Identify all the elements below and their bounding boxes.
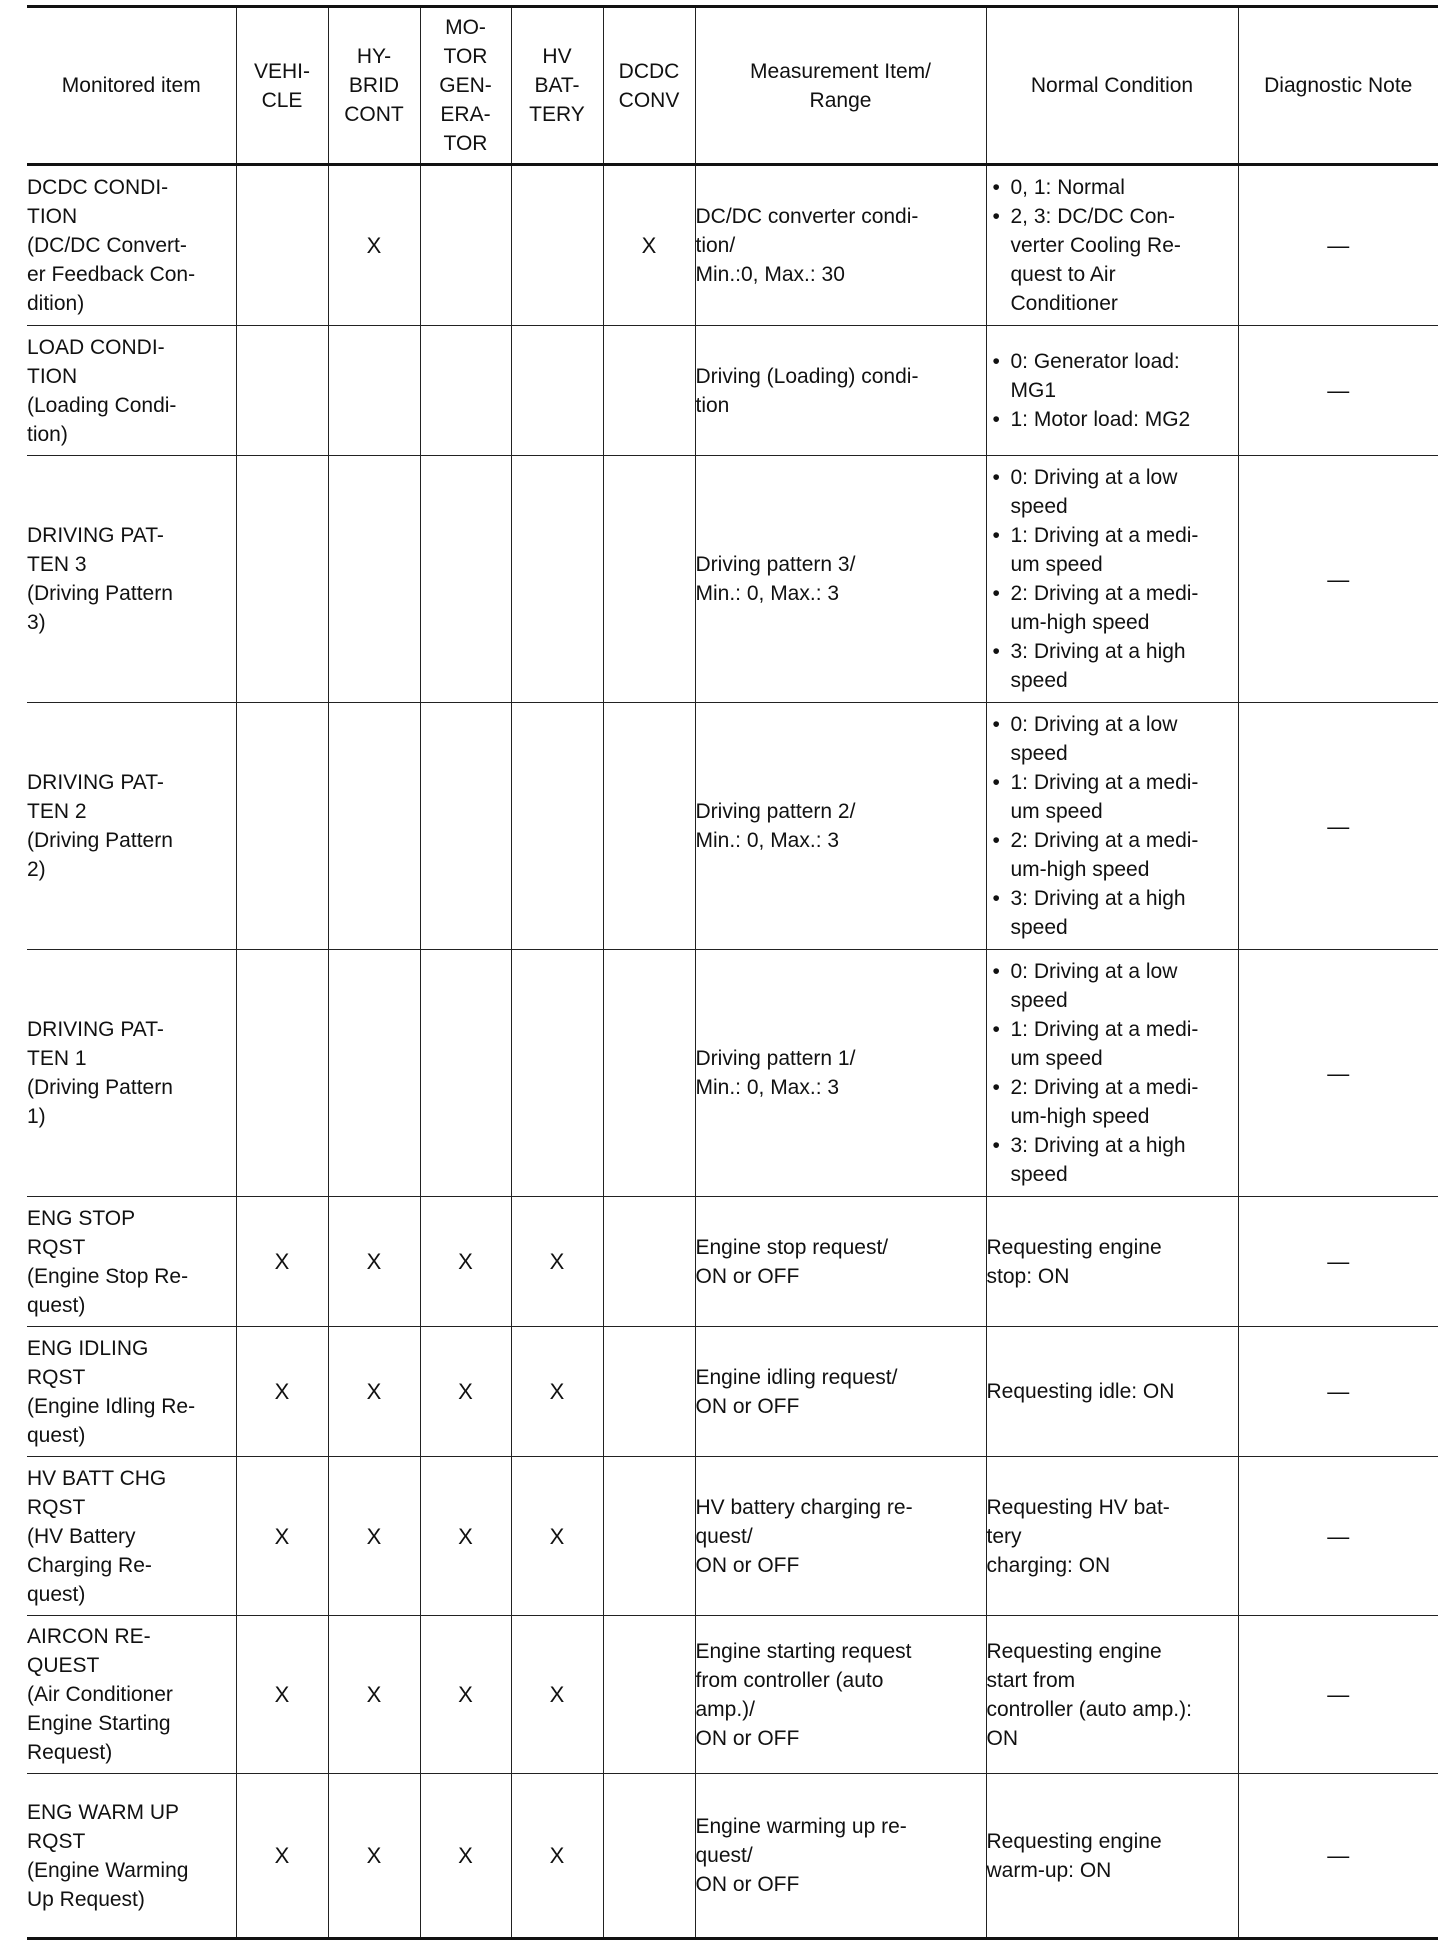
dcdc-conv-mark [603, 1616, 695, 1774]
bullet-line: um-high speed [1010, 1105, 1150, 1128]
condition-bullet [987, 1073, 1238, 1131]
cell-line: controller (auto amp.): [986, 1697, 1192, 1721]
cell-line: 2) [27, 858, 46, 881]
cell-line: Engine warming up re- [695, 1815, 907, 1838]
cell-line: (Engine Stop Re- [27, 1264, 189, 1288]
header-line: ERA- [440, 103, 491, 126]
bullet-line: speed [1010, 916, 1068, 939]
dcdc-conv-mark [603, 326, 695, 456]
vehicle-mark [236, 950, 328, 1197]
motor-generator-mark [420, 456, 511, 703]
cell-line: Requesting engine [986, 1639, 1162, 1663]
condition-bullet [987, 463, 1238, 521]
condition-bullet [987, 347, 1238, 405]
motor-generator-mark: X [420, 1457, 511, 1616]
cell-line: Request) [27, 1741, 113, 1764]
condition-bullet [987, 1131, 1238, 1189]
cell-line: (Engine Warming [27, 1858, 189, 1882]
cell-line: RQST [27, 1365, 86, 1389]
table-body [27, 165, 1438, 1939]
measurement-range-cell [695, 1197, 986, 1327]
cell-line: tion [695, 393, 730, 417]
monitored-item-cell [27, 1197, 236, 1327]
dcdc-conv-mark [603, 950, 695, 1197]
cell-line: from controller (auto [695, 1668, 884, 1692]
diagnostic-note-cell: — [1238, 950, 1438, 1197]
condition-bullet [987, 202, 1238, 318]
bullet-line: speed [1010, 742, 1068, 765]
measurement-range-cell [695, 703, 986, 950]
header-line: TOR [443, 132, 488, 155]
vehicle-mark: X [236, 1774, 328, 1939]
normal-condition-cell [986, 165, 1238, 326]
measurement-range-cell [695, 326, 986, 456]
cell-line: AIRCON RE- [27, 1625, 151, 1648]
bullet-line: • 1: Driving at a medi- [987, 768, 1238, 797]
measurement-range-cell [695, 165, 986, 326]
header-normal-condition [986, 7, 1238, 165]
cell-line: Charging Re- [27, 1553, 152, 1577]
condition-bullet [987, 637, 1238, 695]
cell-line: TION [27, 364, 78, 388]
cell-line: Min.: 0, Max.: 3 [695, 582, 840, 605]
header-vehicle [236, 7, 328, 165]
vehicle-mark [236, 456, 328, 703]
bullet-line: um speed [1010, 553, 1103, 576]
cell-line: warm-up: ON [986, 1858, 1112, 1882]
cell-line: Requesting engine [986, 1235, 1162, 1259]
normal-condition-cell [986, 1774, 1238, 1939]
condition-bullet [987, 173, 1238, 202]
monitored-item-cell [27, 326, 236, 456]
header-line: BAT- [534, 74, 580, 97]
header-line: Diagnostic Note [1264, 74, 1413, 97]
measurement-range-cell [695, 1616, 986, 1774]
bullet-line: quest to Air [1010, 263, 1116, 286]
condition-bullet [987, 957, 1238, 1015]
cell-line: Engine stop request/ [695, 1235, 889, 1259]
hv-battery-mark: X [511, 1774, 603, 1939]
monitored-item-cell [27, 1616, 236, 1774]
table-row [27, 1327, 1438, 1457]
motor-generator-mark: X [420, 1327, 511, 1457]
table-row [27, 1616, 1438, 1774]
cell-line: ON or OFF [695, 1394, 800, 1418]
cell-line: ON or OFF [695, 1553, 800, 1577]
diagnostic-note-cell: — [1238, 1197, 1438, 1327]
dcdc-conv-mark [603, 703, 695, 950]
dcdc-conv-mark [603, 456, 695, 703]
monitored-item-cell [27, 1774, 236, 1939]
monitor-item-sheet [27, 5, 1438, 1940]
cell-line: quest/ [695, 1844, 753, 1867]
cell-line: Min.:0, Max.: 30 [695, 263, 845, 286]
cell-line: Engine starting request [695, 1639, 912, 1663]
motor-generator-mark [420, 703, 511, 950]
cell-line: Driving pattern 1/ [695, 1047, 856, 1070]
header-line: Monitored item [61, 74, 201, 97]
measurement-range-cell [695, 456, 986, 703]
cell-line: (Loading Condi- [27, 393, 177, 417]
hv-battery-mark [511, 165, 603, 326]
vehicle-mark: X [236, 1327, 328, 1457]
bullet-line: • 0: Driving at a low [987, 957, 1238, 986]
cell-line: DCDC CONDI- [27, 176, 169, 199]
diagnostic-note-cell: — [1238, 703, 1438, 950]
bullet-line: Conditioner [1010, 292, 1118, 315]
header-measurement [695, 7, 986, 165]
monitored-item-cell [27, 165, 236, 326]
cell-line: (Driving Pattern [27, 829, 173, 852]
cell-line: DC/DC converter condi- [695, 205, 919, 228]
condition-bullet [987, 579, 1238, 637]
hybrid-cont-mark: X [328, 1327, 420, 1457]
cell-line: Driving pattern 3/ [695, 553, 856, 576]
cell-line: (Driving Pattern [27, 1076, 173, 1099]
cell-line: ENG IDLING [27, 1336, 149, 1360]
bullet-line: • 2, 3: DC/DC Con- [987, 202, 1238, 231]
hv-battery-mark: X [511, 1457, 603, 1616]
bullet-line: um-high speed [1010, 611, 1150, 634]
cell-line: Driving (Loading) condi- [695, 364, 919, 388]
bullet-line: • 3: Driving at a high [987, 1131, 1238, 1160]
bullet-line: • 0: Driving at a low [987, 463, 1238, 492]
cell-line: 3) [27, 611, 46, 634]
bullet-line: • 0: Generator load: [987, 347, 1238, 376]
condition-bullet [987, 884, 1238, 942]
vehicle-mark [236, 326, 328, 456]
cell-line: stop: ON [986, 1264, 1070, 1288]
cell-line: ON or OFF [695, 1873, 800, 1896]
header-monitored-item [27, 7, 236, 165]
hybrid-cont-mark: X [328, 1457, 420, 1616]
bullet-line: verter Cooling Re- [1010, 234, 1181, 257]
cell-line: quest) [27, 1582, 86, 1606]
normal-condition-cell [986, 456, 1238, 703]
cell-line: quest) [27, 1293, 86, 1317]
normal-condition-cell [986, 326, 1238, 456]
measurement-range-cell [695, 1457, 986, 1616]
bullet-line: speed [1010, 495, 1068, 518]
measurement-range-cell [695, 1327, 986, 1457]
motor-generator-mark [420, 326, 511, 456]
condition-bullet [987, 710, 1238, 768]
normal-condition-cell [986, 1616, 1238, 1774]
condition-bullet [987, 405, 1238, 434]
bullet-line: um-high speed [1010, 858, 1150, 881]
header-line: DCDC [618, 59, 680, 83]
diagnostic-note-cell: — [1238, 326, 1438, 456]
cell-line: Up Request) [27, 1887, 145, 1911]
table-row [27, 703, 1438, 950]
cell-line: tion/ [695, 234, 736, 257]
hv-battery-mark: X [511, 1197, 603, 1327]
header-line: Range [809, 88, 872, 112]
bullet-line: • 3: Driving at a high [987, 637, 1238, 666]
cell-line: amp.)/ [695, 1697, 756, 1721]
motor-generator-mark [420, 950, 511, 1197]
table-row [27, 1774, 1438, 1939]
cell-line: start from [986, 1668, 1076, 1692]
header-line: CONV [618, 88, 680, 112]
hybrid-cont-mark: X [328, 1774, 420, 1939]
dcdc-conv-mark [603, 1327, 695, 1457]
header-line: MO- [445, 16, 486, 39]
normal-condition-cell [986, 1327, 1238, 1457]
cell-line: (HV Battery [27, 1524, 136, 1548]
diagnostic-note-cell: — [1238, 1327, 1438, 1457]
cell-line: RQST [27, 1235, 86, 1259]
header-line: Measurement Item/ [750, 59, 931, 83]
hv-battery-mark: X [511, 1616, 603, 1774]
cell-line: RQST [27, 1495, 86, 1519]
bullet-line: um speed [1010, 800, 1103, 823]
cell-line: TEN 1 [27, 1047, 87, 1070]
dcdc-conv-mark [603, 1457, 695, 1616]
dcdc-conv-mark [603, 1197, 695, 1327]
bullet-line: • 2: Driving at a medi- [987, 1073, 1238, 1102]
motor-generator-mark [420, 165, 511, 326]
bullet-line: • 1: Driving at a medi- [987, 521, 1238, 550]
diagnostic-note-cell: — [1238, 1616, 1438, 1774]
cell-line: RQST [27, 1829, 86, 1853]
header-line: CLE [261, 88, 303, 112]
condition-bullet [987, 521, 1238, 579]
cell-line: 1) [27, 1105, 46, 1128]
cell-line: Engine Starting [27, 1712, 171, 1735]
hybrid-cont-mark [328, 456, 420, 703]
monitored-item-cell [27, 1327, 236, 1457]
normal-condition-cell [986, 703, 1238, 950]
motor-generator-mark: X [420, 1197, 511, 1327]
header-line: BRID [348, 74, 400, 97]
cell-line: ON [986, 1726, 1018, 1750]
header-hv-battery [511, 7, 603, 165]
cell-line: Engine idling request/ [695, 1365, 898, 1389]
vehicle-mark: X [236, 1457, 328, 1616]
bullet-line: • 0, 1: Normal [987, 173, 1238, 202]
diagnostic-note-cell: — [1238, 1457, 1438, 1616]
cell-line: ON or OFF [695, 1726, 800, 1750]
cell-line: TEN 2 [27, 800, 87, 823]
hybrid-cont-mark [328, 703, 420, 950]
header-line: VEHI- [253, 59, 310, 83]
cell-line: Requesting HV bat- [986, 1495, 1170, 1519]
dcdc-conv-mark: X [603, 165, 695, 326]
cell-line: ENG STOP [27, 1206, 136, 1230]
cell-line: ON or OFF [695, 1264, 800, 1288]
cell-line: tery [986, 1524, 1022, 1548]
cell-line: (Driving Pattern [27, 582, 173, 605]
header-dcdc-conv [603, 7, 695, 165]
measurement-range-cell [695, 950, 986, 1197]
hybrid-cont-mark: X [328, 1616, 420, 1774]
cell-line: DRIVING PAT- [27, 1018, 164, 1041]
cell-line: TION [27, 205, 78, 228]
cell-line: LOAD CONDI- [27, 335, 165, 359]
dcdc-conv-mark [603, 1774, 695, 1939]
cell-line: HV battery charging re- [695, 1495, 913, 1519]
monitor-item-table [27, 5, 1438, 1940]
table-row [27, 456, 1438, 703]
header-line: GEN- [439, 74, 492, 97]
cell-line: DRIVING PAT- [27, 771, 164, 794]
cell-line: (Engine Idling Re- [27, 1394, 196, 1418]
bullet-line: • 1: Driving at a medi- [987, 1015, 1238, 1044]
cell-line: Requesting engine [986, 1829, 1162, 1853]
diagnostic-note-cell: — [1238, 165, 1438, 326]
hv-battery-mark [511, 703, 603, 950]
hybrid-cont-mark [328, 950, 420, 1197]
cell-line: (DC/DC Convert- [27, 234, 187, 257]
table-row [27, 1197, 1438, 1327]
table-row [27, 326, 1438, 456]
measurement-range-cell [695, 1774, 986, 1939]
normal-condition-cell [986, 1457, 1238, 1616]
motor-generator-mark: X [420, 1774, 511, 1939]
header-motor-generator [420, 7, 511, 165]
header-diagnostic-note [1238, 7, 1438, 165]
cell-line: Min.: 0, Max.: 3 [695, 829, 840, 852]
cell-line: tion) [27, 422, 68, 446]
monitored-item-cell [27, 456, 236, 703]
header-row [27, 7, 1438, 165]
normal-condition-cell [986, 950, 1238, 1197]
table-row [27, 165, 1438, 326]
bullet-line: speed [1010, 669, 1068, 692]
bullet-line: speed [1010, 1163, 1068, 1186]
condition-bullet [987, 826, 1238, 884]
cell-line: HV BATT CHG [27, 1466, 167, 1490]
bullet-line: MG1 [1010, 379, 1057, 402]
bullet-line: • 0: Driving at a low [987, 710, 1238, 739]
diagnostic-note-cell: — [1238, 1774, 1438, 1939]
header-line: TERY [529, 103, 585, 126]
cell-line: TEN 3 [27, 553, 87, 576]
header-line: HY- [356, 45, 392, 68]
cell-line: er Feedback Con- [27, 263, 196, 286]
header-line: Normal Condition [1030, 74, 1194, 97]
condition-bullet [987, 1015, 1238, 1073]
cell-line: quest/ [695, 1524, 753, 1548]
table-row [27, 950, 1438, 1197]
vehicle-mark: X [236, 1197, 328, 1327]
hv-battery-mark [511, 950, 603, 1197]
header-line: CONT [344, 103, 404, 126]
vehicle-mark [236, 165, 328, 326]
normal-condition-cell [986, 1197, 1238, 1327]
cell-line: QUEST [27, 1654, 100, 1677]
bullet-line: speed [1010, 989, 1068, 1012]
hybrid-cont-mark [328, 326, 420, 456]
hv-battery-mark: X [511, 1327, 603, 1457]
hybrid-cont-mark: X [328, 165, 420, 326]
cell-line: (Air Conditioner [27, 1683, 173, 1706]
condition-bullet [987, 768, 1238, 826]
cell-line: dition) [27, 292, 85, 315]
bullet-line: • 2: Driving at a medi- [987, 579, 1238, 608]
cell-line: quest) [27, 1423, 86, 1447]
header-line: HV [542, 45, 572, 68]
monitored-item-cell [27, 703, 236, 950]
bullet-line: • 1: Motor load: MG2 [987, 405, 1238, 434]
monitored-item-cell [27, 1457, 236, 1616]
motor-generator-mark: X [420, 1616, 511, 1774]
hybrid-cont-mark: X [328, 1197, 420, 1327]
cell-line: DRIVING PAT- [27, 524, 164, 547]
header-line: TOR [443, 45, 488, 68]
monitored-item-cell [27, 950, 236, 1197]
cell-line: charging: ON [986, 1553, 1111, 1577]
diagnostic-note-cell: — [1238, 456, 1438, 703]
hv-battery-mark [511, 326, 603, 456]
cell-line: ENG WARM UP [27, 1800, 180, 1824]
header-hybrid-cont [328, 7, 420, 165]
table-row [27, 1457, 1438, 1616]
cell-line: Min.: 0, Max.: 3 [695, 1076, 840, 1099]
bullet-line: • 3: Driving at a high [987, 884, 1238, 913]
hv-battery-mark [511, 456, 603, 703]
cell-line: Driving pattern 2/ [695, 800, 856, 823]
bullet-line: • 2: Driving at a medi- [987, 826, 1238, 855]
vehicle-mark [236, 703, 328, 950]
bullet-line: um speed [1010, 1047, 1103, 1070]
cell-line: Requesting idle: ON [986, 1380, 1175, 1403]
vehicle-mark: X [236, 1616, 328, 1774]
